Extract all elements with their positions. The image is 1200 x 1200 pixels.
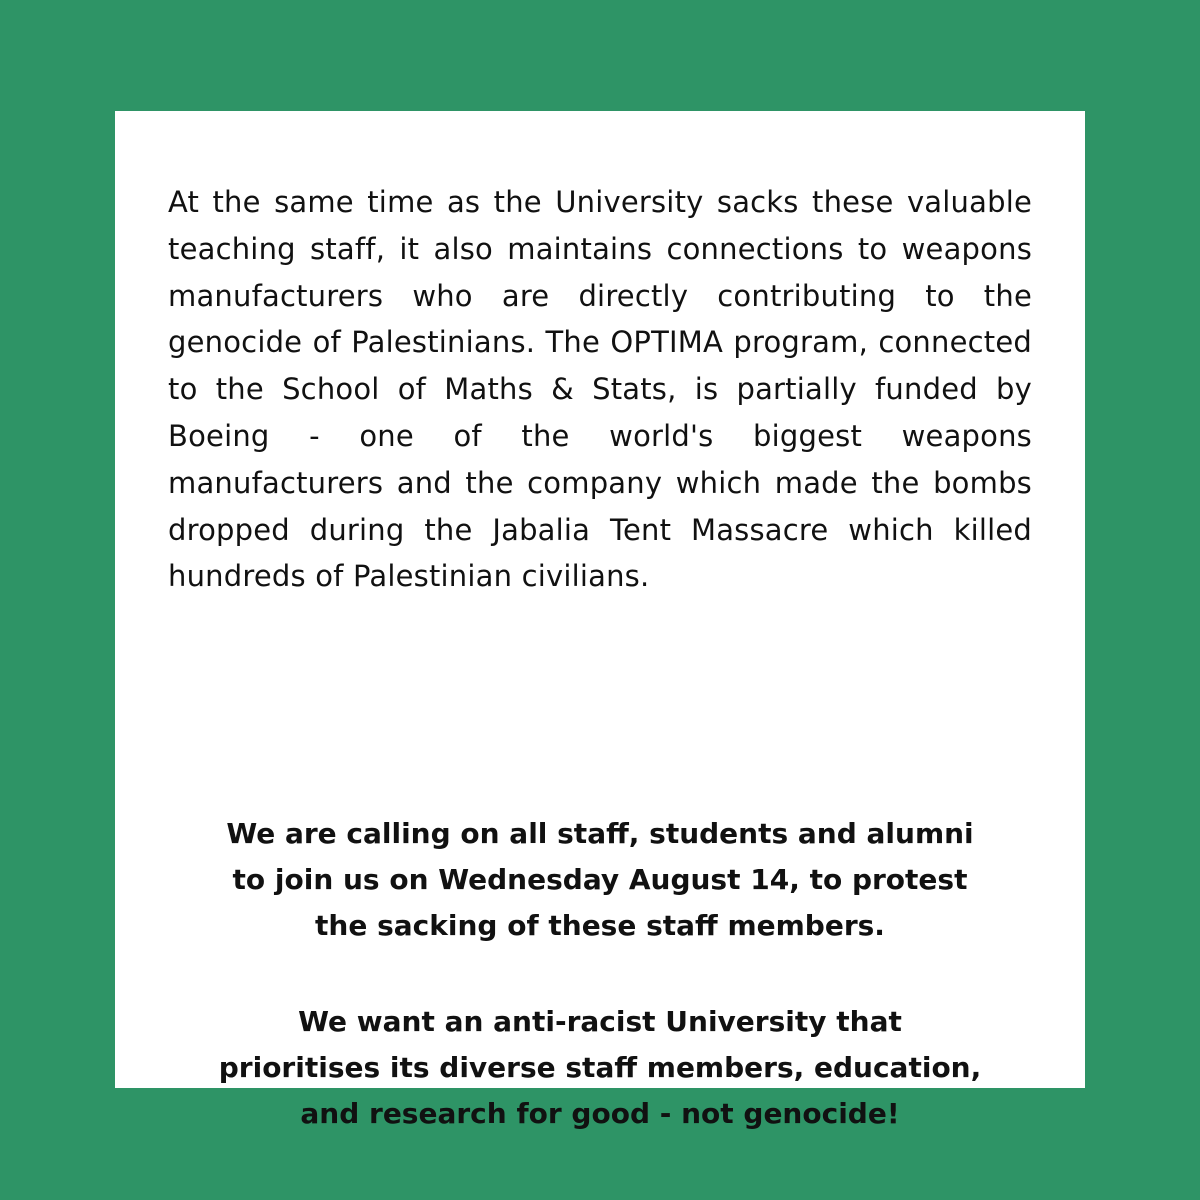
call-to-action-line: We are calling on all staff, students and alumni bbox=[226, 817, 974, 850]
call-to-action-line: the sacking of these staff members. bbox=[315, 909, 885, 942]
call-to-action-line: to join us on Wednesday August 14, to protest bbox=[232, 863, 968, 896]
closing-paragraph bbox=[155, 999, 1045, 1137]
call-to-action-paragraph bbox=[155, 811, 1045, 949]
post-card bbox=[115, 111, 1085, 1130]
closing-line: prioritises its diverse staff members, education, bbox=[218, 1051, 982, 1084]
closing-line: and research for good - not genocide! bbox=[300, 1097, 900, 1130]
body-paragraph: At the same time as the University sacks these valuable teaching staff, it also maintains connections to weapons manufacturers who are directly contributing to the genocide of Palestinians. The OPTIMA program, connected to the School of Maths & Stats, is partially funded by Boeing - one of the world's biggest weapons manufacturers and the company which made the bombs dropped during the Jabalia Tent Massacre which killed hundreds of Palestinian civilians. bbox=[168, 185, 1032, 594]
closing-line: We want an anti-racist University that bbox=[298, 1005, 902, 1038]
